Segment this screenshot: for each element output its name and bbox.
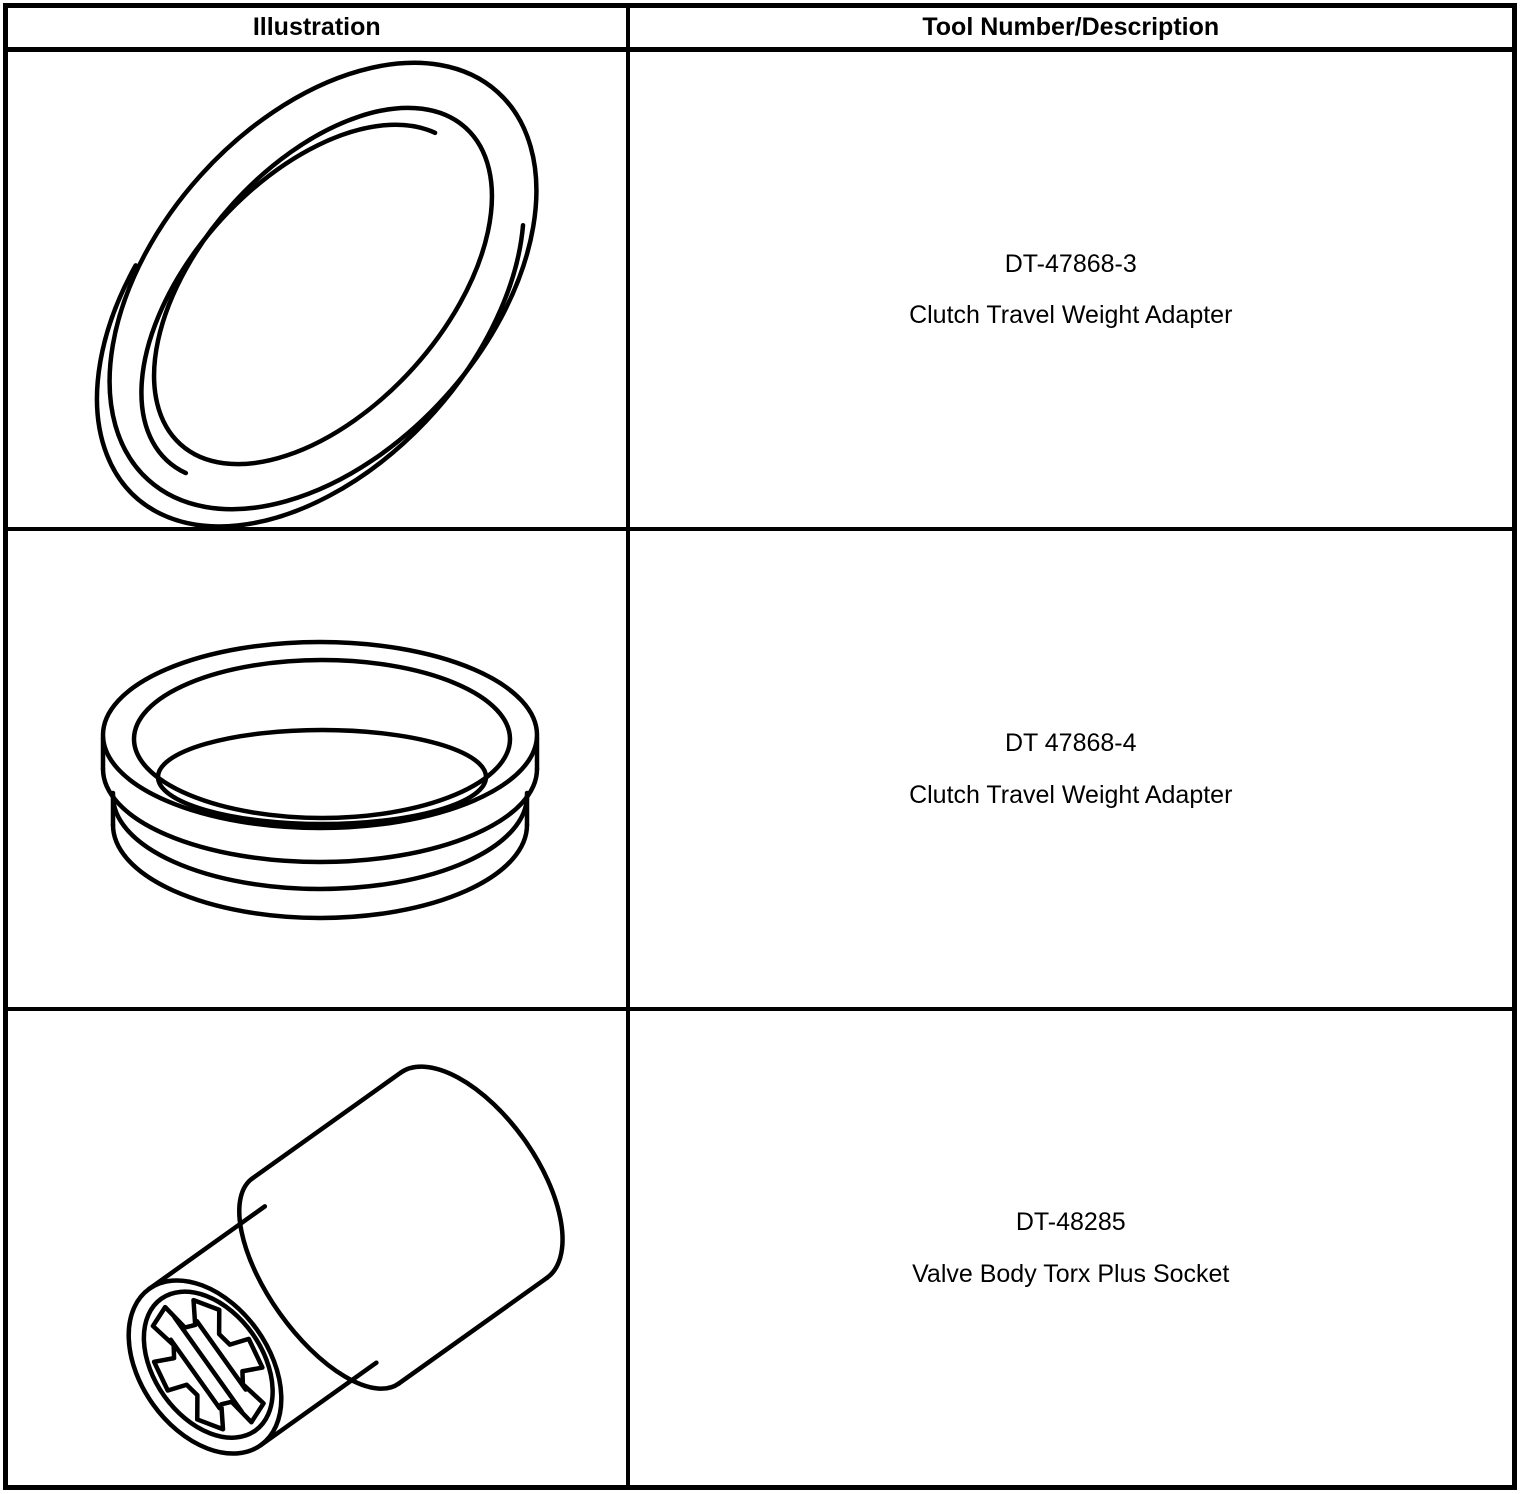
table-row [6, 50, 1515, 530]
description-cell [628, 50, 1515, 530]
tool-description: Valve Body Torx Plus Socket [912, 1259, 1230, 1288]
tool-number: DT-47868-3 [1004, 249, 1137, 278]
flanged-cup-adapter-illustration-icon [8, 531, 628, 1007]
table-row [6, 529, 1515, 1009]
column-header-tool-number-description: Tool Number/Description [628, 6, 1515, 50]
description-cell [628, 529, 1515, 1009]
illustration-cell [6, 1009, 628, 1488]
tool-number: DT 47868-4 [1004, 729, 1137, 758]
illustration-cell [6, 50, 628, 530]
table-row [6, 1009, 1515, 1488]
torx-plus-socket-illustration-icon [8, 1011, 628, 1485]
tool-description: Clutch Travel Weight Adapter [909, 301, 1233, 329]
tool-number: DT-48285 [1015, 1208, 1126, 1237]
illustration-cell [6, 529, 628, 1009]
tool-description: Clutch Travel Weight Adapter [909, 780, 1233, 809]
description-cell [628, 1009, 1515, 1488]
tilted-ring-washer-adapter-illustration-icon [8, 52, 628, 527]
table-header-row [6, 6, 1515, 50]
special-tools-table [3, 3, 1517, 1490]
column-header-illustration: Illustration [6, 6, 628, 50]
